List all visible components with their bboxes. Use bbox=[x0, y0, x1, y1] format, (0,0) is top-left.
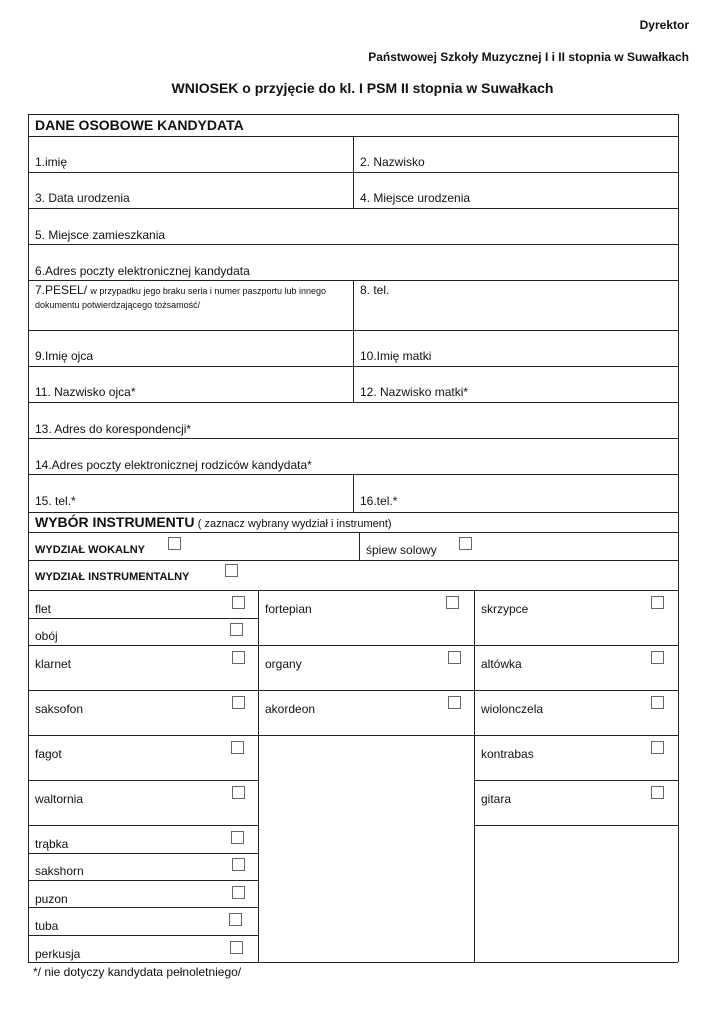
footnote: */ nie dotyczy kandydata pełnoletniego/ bbox=[33, 965, 242, 979]
father-name-field[interactable]: 9.Imię ojca bbox=[35, 349, 94, 363]
mother-surname-field[interactable]: 12. Nazwisko matki* bbox=[360, 385, 469, 399]
correspondence-address-field[interactable]: 13. Adres do korespondencji* bbox=[35, 422, 192, 436]
instrument-skrzypce-checkbox[interactable] bbox=[651, 596, 664, 609]
instrument-akordeon-checkbox[interactable] bbox=[448, 696, 461, 709]
instrument-organy-label: organy bbox=[265, 657, 302, 671]
father-surname-field[interactable]: 11. Nazwisko ojca* bbox=[35, 385, 136, 399]
instrument-kontrabas-label: kontrabas bbox=[481, 747, 534, 761]
instrument-waltornia-label: waltornia bbox=[35, 792, 84, 806]
vocal-department-label: WYDZIAŁ WOKALNY bbox=[35, 544, 145, 556]
instrument-gitara-checkbox[interactable] bbox=[651, 786, 664, 799]
instrument-sakshorn-label: sakshorn bbox=[35, 864, 84, 878]
instrument-perkusja-checkbox[interactable] bbox=[230, 941, 243, 954]
instrument-tuba-label: tuba bbox=[35, 919, 59, 933]
instrument-fortepian-checkbox[interactable] bbox=[446, 596, 459, 609]
instrument-skrzypce-label: skrzypce bbox=[481, 602, 529, 616]
instrument-fortepian-label: fortepian bbox=[265, 602, 312, 616]
phone-field[interactable]: 8. tel. bbox=[360, 283, 390, 297]
instrument-flet-checkbox[interactable] bbox=[232, 596, 245, 609]
instrument-gitara-label: gitara bbox=[481, 792, 512, 806]
mother-name-field[interactable]: 10.Imię matki bbox=[360, 349, 432, 363]
instrument-kontrabas-checkbox[interactable] bbox=[651, 741, 664, 754]
instrument-wiolonczela-checkbox[interactable] bbox=[651, 696, 664, 709]
phone-15-field[interactable]: 15. tel.* bbox=[35, 494, 76, 508]
instrument-oboj-checkbox[interactable] bbox=[230, 623, 243, 636]
instrument-akordeon-label: akordeon bbox=[265, 702, 316, 716]
instrument-fagot-label: fagot bbox=[35, 747, 62, 761]
instrument-wiolonczela-label: wiolonczela bbox=[481, 702, 544, 716]
instrument-organy-checkbox[interactable] bbox=[448, 651, 461, 664]
solo-singing-label: śpiew solowy bbox=[366, 543, 437, 557]
recipient-line-1: Dyrektor bbox=[639, 18, 689, 32]
pesel-note: w przypadku jego braku seria i numer paszportu lub innego dokumentu potwierdzającego tożsamość/ bbox=[35, 286, 327, 310]
birth-place-field[interactable]: 4. Miejsce urodzenia bbox=[360, 191, 471, 205]
instrument-heading bbox=[35, 515, 392, 530]
instrument-altowka-label: altówka bbox=[481, 657, 522, 671]
parents-email-field[interactable]: 14.Adres poczty elektronicznej rodziców kandydata* bbox=[35, 458, 312, 472]
last-name-field[interactable]: 2. Nazwisko bbox=[360, 155, 425, 169]
instrument-oboj-label: obój bbox=[35, 629, 58, 643]
instrument-heading-title: WYBÓR INSTRUMENTU bbox=[35, 514, 195, 530]
residence-field[interactable]: 5. Miejsce zamieszkania bbox=[35, 228, 166, 242]
vocal-department-checkbox[interactable] bbox=[168, 537, 181, 550]
instrumental-department-checkbox[interactable] bbox=[225, 564, 238, 577]
first-name-field[interactable]: 1.imię bbox=[35, 155, 68, 169]
instrument-klarnet-checkbox[interactable] bbox=[232, 651, 245, 664]
instrument-trabka-label: trąbka bbox=[35, 837, 69, 851]
personal-data-heading: DANE OSOBOWE KANDYDATA bbox=[35, 117, 244, 133]
instrument-trabka-checkbox[interactable] bbox=[231, 831, 244, 844]
instrument-saksofon-label: saksofon bbox=[35, 702, 84, 716]
instrument-puzon-checkbox[interactable] bbox=[232, 886, 245, 899]
birth-date-field[interactable]: 3. Data urodzenia bbox=[35, 191, 130, 205]
instrument-puzon-label: puzon bbox=[35, 892, 68, 906]
email-field[interactable]: 6.Adres poczty elektronicznej kandydata bbox=[35, 264, 250, 278]
instrument-heading-note: ( zaznacz wybrany wydział i instrument) bbox=[197, 518, 392, 530]
recipient-line-2: Państwowej Szkoły Muzycznej I i II stopnia w Suwałkach bbox=[368, 50, 689, 64]
instrument-waltornia-checkbox[interactable] bbox=[232, 786, 245, 799]
form-title: WNIOSEK o przyjęcie do kl. I PSM II stopnia w Suwałkach bbox=[171, 80, 554, 96]
instrument-perkusja-label: perkusja bbox=[35, 947, 81, 961]
instrumental-department-label: WYDZIAŁ INSTRUMENTALNY bbox=[35, 571, 190, 583]
instrument-fagot-checkbox[interactable] bbox=[231, 741, 244, 754]
instrument-altowka-checkbox[interactable] bbox=[651, 651, 664, 664]
instrument-saksofon-checkbox[interactable] bbox=[232, 696, 245, 709]
phone-16-field[interactable]: 16.tel.* bbox=[360, 494, 398, 508]
instrument-sakshorn-checkbox[interactable] bbox=[232, 858, 245, 871]
pesel-field[interactable] bbox=[35, 284, 340, 312]
instrument-klarnet-label: klarnet bbox=[35, 657, 72, 671]
instrument-flet-label: flet bbox=[35, 602, 52, 616]
instrument-tuba-checkbox[interactable] bbox=[229, 913, 242, 926]
pesel-label: 7.PESEL/ bbox=[35, 283, 88, 297]
solo-singing-checkbox[interactable] bbox=[459, 537, 472, 550]
